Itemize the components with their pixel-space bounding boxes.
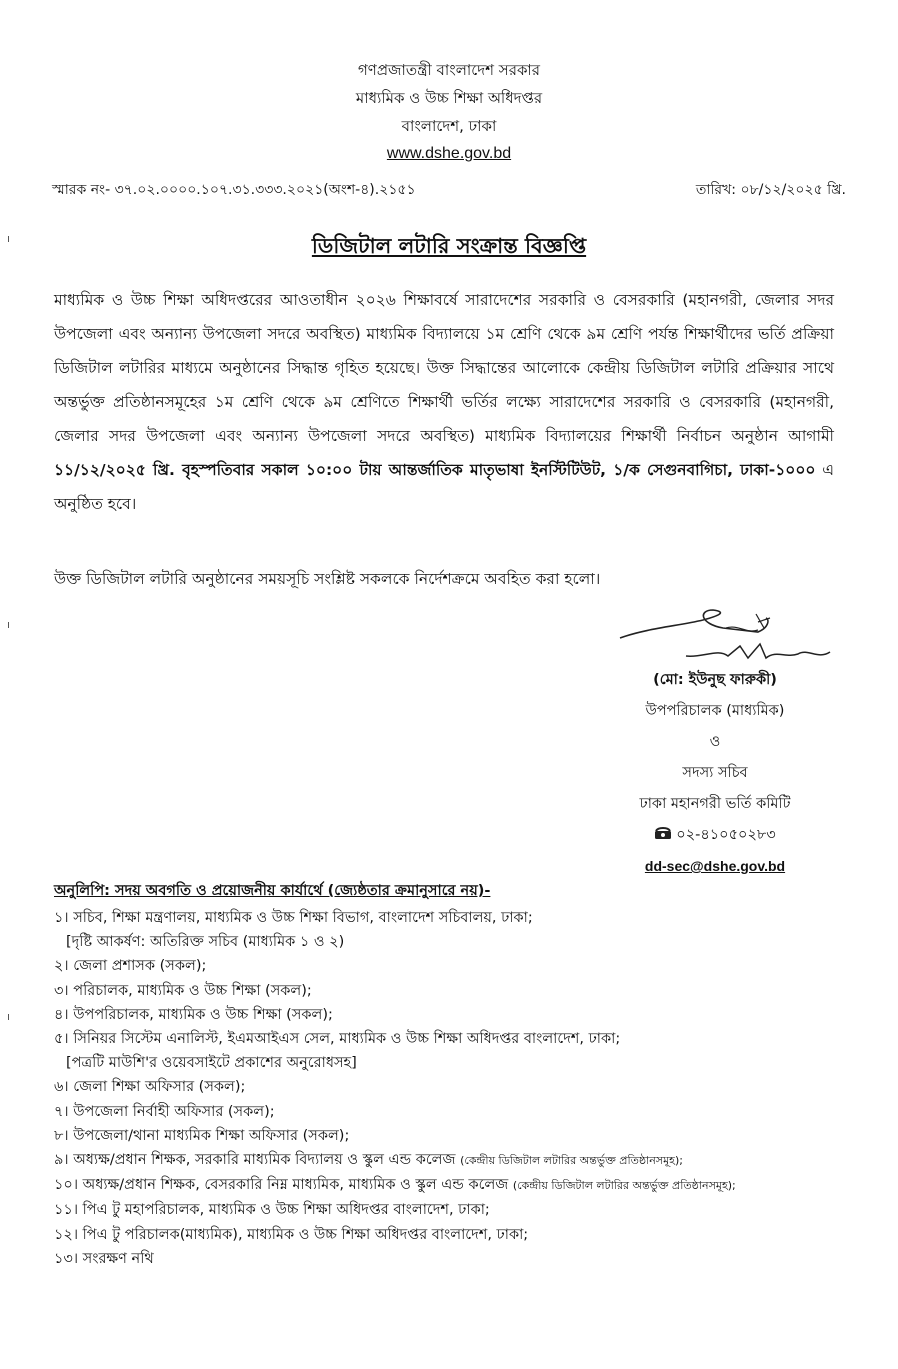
signatory-role: সদস্য সচিব <box>682 765 748 781</box>
signatory-phone-row <box>600 820 830 851</box>
list-item-note: [পত্রটি মাউশি'র ওয়েবসাইটে প্রকাশের অনুরোধসহ] <box>66 1055 357 1072</box>
scan-mark <box>8 1014 13 1020</box>
signatory-committee: ঢাকা মহানগরী ভর্তি কমিটি <box>639 796 791 812</box>
list-item-note: [দৃষ্টি আকর্ষণ: অতিরিক্ত সচিব (মাধ্যমিক ১ ও ২) <box>66 934 345 951</box>
signatory-email[interactable]: dd-sec@dshe.gov.bd <box>644 858 786 874</box>
notice-title-text: ডিজিটাল লটারি সংক্রান্ত বিজ্ঞপ্তি <box>311 234 587 258</box>
signatory-designation: উপপরিচালক (মাধ্যমিক) <box>645 703 785 719</box>
signatory-conjunction: ও <box>709 734 721 750</box>
body-part-2: এ অনুষ্ঠিত হবে। <box>54 461 834 513</box>
list-item: ৭। উপজেলা নির্বাহী অফিসার (সকল); <box>54 1103 275 1120</box>
phone-icon <box>654 827 672 840</box>
letterhead <box>0 56 898 168</box>
list-item: ৯। অধ্যক্ষ/প্রধান শিক্ষক, সরকারি মাধ্যমিক বিদ্যালয় ও স্কুল এন্ড কলেজ (কেন্দ্রীয় ডিজিটাল লটারির অন্তর্ভুক্ত প্রতিষ্ঠানসমূহ); <box>54 1152 683 1169</box>
notice-closing: উক্ত ডিজিটাল লটারি অনুষ্ঠানের সময়সূচি সংশ্লিষ্ট সকলকে নির্দেশক্রমে অবহিত করা হলো। <box>54 570 601 588</box>
list-item: ১১। পিএ টু মহাপরিচালক, মাধ্যমিক ও উচ্চ শিক্ষা অধিদপ্তর বাংলাদেশ, ঢাকা; <box>54 1202 490 1219</box>
copy-to-title-text: অনুলিপি: সদয় অবগতি ও প্রয়োজনীয় কার্যার্থে (জ্যেষ্ঠতার ক্রমানুসারে নয়)- <box>54 883 491 899</box>
list-item: ৩। পরিচালক, মাধ্যমিক ও উচ্চ শিক্ষা (সকল); <box>54 982 312 999</box>
list-item: ১২। পিএ টু পরিচালক(মাধ্যমিক), মাধ্যমিক ও উচ্চ শিক্ষা অধিদপ্তর বাংলাদেশ, ঢাকা; <box>54 1226 529 1243</box>
location: বাংলাদেশ, ঢাকা <box>401 117 497 135</box>
memo-number: স্মারক নং- ৩৭.০২.০০০০.১০৭.৩১.৩৩৩.২০২১(অংশ-৪).২১৫১ <box>52 182 416 198</box>
list-item: ৮। উপজেলা/থানা মাধ্যমিক শিক্ষা অফিসার (সকল); <box>54 1127 350 1144</box>
signatory-name: (মো: ইউনুছ ফারুকী) <box>653 672 777 688</box>
government-name: গণপ্রজাতন্ত্রী বাংলাদেশ সরকার <box>357 61 541 79</box>
list-item: ১০। অধ্যক্ষ/প্রধান শিক্ষক, বেসরকারি নিম্ন মাধ্যমিক, মাধ্যমিক ও স্কুল এন্ড কলেজ (কেন্দ্রীয় ডিজিটাল লটারির অন্তর্ভুক্ত প্রতিষ্ঠানসমূহ); <box>54 1177 736 1194</box>
list-item: ৫। সিনিয়র সিস্টেম এনালিস্ট, ইএমআইএস সেল, মাধ্যমিক ও উচ্চ শিক্ষা অধিদপ্তর বাংলাদেশ, ঢাকা; <box>54 1031 621 1048</box>
copy-to-list <box>54 906 854 1271</box>
list-item: ১৩। সংরক্ষণ নথি <box>54 1250 154 1267</box>
notice-title <box>0 230 898 265</box>
list-item: ২। জেলা প্রশাসক (সকল); <box>54 958 207 975</box>
copy-to-title <box>54 880 490 904</box>
memo-date: তারিখ: ০৮/১২/২০২৫ খ্রি. <box>695 182 846 198</box>
scan-mark <box>8 622 13 628</box>
notice-body <box>54 283 834 521</box>
body-part-1: মাধ্যমিক ও উচ্চ শিক্ষা অধিদপ্তরের আওতাধীন ২০২৬ শিক্ষাবর্ষে সারাদেশের সরকারি ও বেসরকারি (মহানগরী, জেলার সদর উপজেলা এবং অন্যান্য উপজেলা সদরে অবস্থিত) মাধ্যমিক বিদ্যালয়ে ১ম শ্রেণি থেকে ৯ম শ্রেণি পর্যন্ত শিক্ষার্থীদের ভর্তি প্রক্রিয়া ডিজিটাল লটারির মাধ্যমে অনুষ্ঠানের সিদ্ধান্ত গৃহিত হয়েছে। উক্ত সিদ্ধান্তের আলোকে কেন্দ্রীয় ডিজিটাল লটারি প্রক্রিয়ার সাথে অন্তর্ভুক্ত প্রতিষ্ঠানসমূহের ১ম শ্রেণি থেকে ৯ম শ্রেণিতে শিক্ষার্থী ভর্তির লক্ষ্যে সারাদেশের সরকারি ও বেসরকারি (মহানগরী, জেলার সদর উপজেলা এবং অন্যান্য উপজেলা সদরে অবস্থিত) মাধ্যমিক বিদ্যালয়ের শিক্ষার্থী নির্বাচন অনুষ্ঠান আগামী <box>54 291 834 445</box>
list-item: ১। সচিব, শিক্ষা মন্ত্রণালয়, মাধ্যমিক ও উচ্চ শিক্ষা বিভাগ, বাংলাদেশ সচিবালয়, ঢাকা; <box>54 910 533 926</box>
signatory-phone: ০২-৪১০৫০২৮৩ <box>676 827 776 843</box>
department-name: মাধ্যমিক ও উচ্চ শিক্ষা অধিদপ্তর <box>355 89 543 107</box>
scan-mark <box>8 236 13 242</box>
list-item: ৪। উপপরিচালক, মাধ্যমিক ও উচ্চ শিক্ষা (সকল); <box>54 1006 333 1023</box>
event-details: ১১/১২/২০২৫ খ্রি. বৃহস্পতিবার সকাল ১০:০০ টায় আন্তর্জাতিক মাতৃভাষা ইনস্টিটিউট, ১/ক সেগুনবাগিচা, ঢাকা-১০০০ <box>54 461 816 479</box>
signatory-block <box>600 665 830 882</box>
website-link[interactable]: www.dshe.gov.bd <box>386 145 512 162</box>
list-item: ৬। জেলা শিক্ষা অফিসার (সকল); <box>54 1079 246 1096</box>
